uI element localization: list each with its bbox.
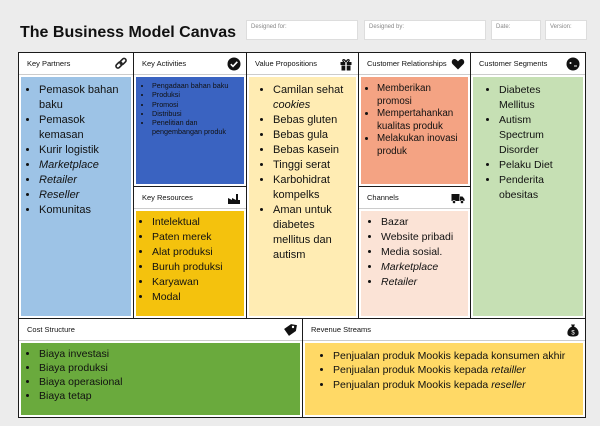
- heart-icon: [451, 57, 465, 71]
- list-item: • Biaya tetap: [39, 389, 300, 403]
- channels-section: [359, 187, 470, 318]
- list-item: • Diabetes Mellitus: [499, 83, 573, 113]
- customer-relationships-section: [359, 53, 470, 186]
- list-item: • Pengadaan bahan baku: [152, 81, 238, 90]
- key-partners-body: [21, 77, 131, 316]
- cost-structure-section: [19, 319, 302, 417]
- designed-for-field[interactable]: Designed for:: [246, 20, 358, 40]
- key-partners-label: Key Partners: [27, 59, 71, 68]
- designed-by-field[interactable]: Designed by:: [364, 20, 486, 40]
- list-item: • Penjualan produk Mookis kepada konsumen akhir: [333, 349, 575, 363]
- list-item: • Memberikan promosi: [377, 83, 466, 108]
- list-item: • Paten merek: [152, 230, 244, 245]
- customer-segments-section: [471, 53, 585, 318]
- customer-relationships-label: Customer Relationships: [367, 59, 447, 68]
- customer-segments-label: Customer Segments: [479, 59, 548, 68]
- revenue-streams-label: Revenue Streams: [311, 325, 372, 334]
- revenue-streams-body: [305, 343, 583, 415]
- date-field[interactable]: Date:: [491, 20, 541, 40]
- list-item: • Biaya investasi: [39, 347, 300, 361]
- list-item: • Kurir logistik: [39, 143, 131, 158]
- money-bag-icon: [566, 323, 580, 337]
- truck-icon: [451, 191, 465, 205]
- list-item: • Melakukan inovasi produk: [377, 133, 466, 158]
- list-item: • Bazar: [381, 215, 464, 230]
- list-item: • Pelaku Diet: [499, 158, 573, 173]
- list-item: • Camilan sehat cookies: [273, 83, 352, 113]
- list-item: • Biaya operasional: [39, 375, 300, 389]
- svg-text:$: $: [571, 330, 575, 337]
- cost-structure-body: [21, 343, 300, 415]
- list-item: • Penelitian dan pengembangan produk: [152, 118, 238, 137]
- tag-icon: [283, 323, 297, 337]
- link-icon: [114, 57, 128, 71]
- gift-icon: [339, 57, 353, 71]
- list-item: • Distribusi: [152, 109, 238, 118]
- list-item: • Tinggi serat: [273, 158, 352, 173]
- list-item: • Media sosial.: [381, 245, 464, 260]
- page-title: The Business Model Canvas: [20, 24, 237, 41]
- list-item: • Karyawan: [152, 275, 244, 290]
- list-item: • Pemasok kemasan: [39, 113, 131, 143]
- list-item: • Promosi: [152, 100, 238, 109]
- list-item: • Bebas kasein: [273, 143, 352, 158]
- value-propositions-body: [249, 77, 356, 316]
- list-item: • Website pribadi: [381, 230, 464, 245]
- key-resources-label: Key Resources: [142, 193, 193, 202]
- list-item: • Pemasok bahan baku: [39, 83, 131, 113]
- factory-icon: [227, 191, 241, 205]
- list-item: • Penderita obesitas: [499, 173, 573, 203]
- list-item: • Marketplace: [39, 158, 131, 173]
- value-propositions-label: Value Propositions: [255, 59, 317, 68]
- list-item: • Aman untuk diabetes mellitus dan autism: [273, 203, 352, 263]
- list-item: • Marketplace: [381, 260, 464, 275]
- list-item: • Autism Spectrum Disorder: [499, 113, 573, 158]
- list-item: • Reseller: [39, 188, 131, 203]
- list-item: • Penjualan produk Mookis kepada reseller: [333, 378, 575, 393]
- key-activities-section: [134, 53, 246, 186]
- cost-structure-label: Cost Structure: [27, 325, 75, 334]
- list-item: • Mempertahankan kualitas produk: [377, 108, 466, 133]
- list-item: • Biaya produksi: [39, 361, 300, 375]
- check-circle-icon: [227, 57, 241, 71]
- list-item: • Karbohidrat kompelks: [273, 173, 352, 203]
- customer-segments-body: [473, 77, 583, 316]
- version-field[interactable]: Version:: [545, 20, 587, 40]
- list-item: • Penjualan produk Mookis kepada retailler: [333, 363, 575, 378]
- list-item: • Bebas gula: [273, 128, 352, 143]
- face-icon: [566, 57, 580, 71]
- list-item: • Alat produksi: [152, 245, 244, 260]
- list-item: • Produksi: [152, 90, 238, 99]
- key-activities-label: Key Activities: [142, 59, 187, 68]
- list-item: • Komunitas: [39, 203, 131, 218]
- list-item: • Retailer: [39, 173, 131, 188]
- revenue-streams-section: [303, 319, 585, 417]
- canvas-board: [18, 52, 586, 418]
- key-resources-body: [136, 211, 244, 316]
- customer-relationships-body: [361, 77, 468, 184]
- key-activities-body: [136, 77, 244, 184]
- value-propositions-section: [247, 53, 358, 318]
- channels-label: Channels: [367, 193, 399, 202]
- list-item: • Intelektual: [152, 215, 244, 230]
- list-item: • Modal: [152, 290, 244, 305]
- list-item: • Retailer: [381, 275, 464, 290]
- channels-body: [361, 211, 468, 316]
- list-item: • Buruh produksi: [152, 260, 244, 275]
- key-partners-section: [19, 53, 133, 318]
- list-item: • Bebas gluten: [273, 113, 352, 128]
- key-resources-section: [134, 187, 246, 318]
